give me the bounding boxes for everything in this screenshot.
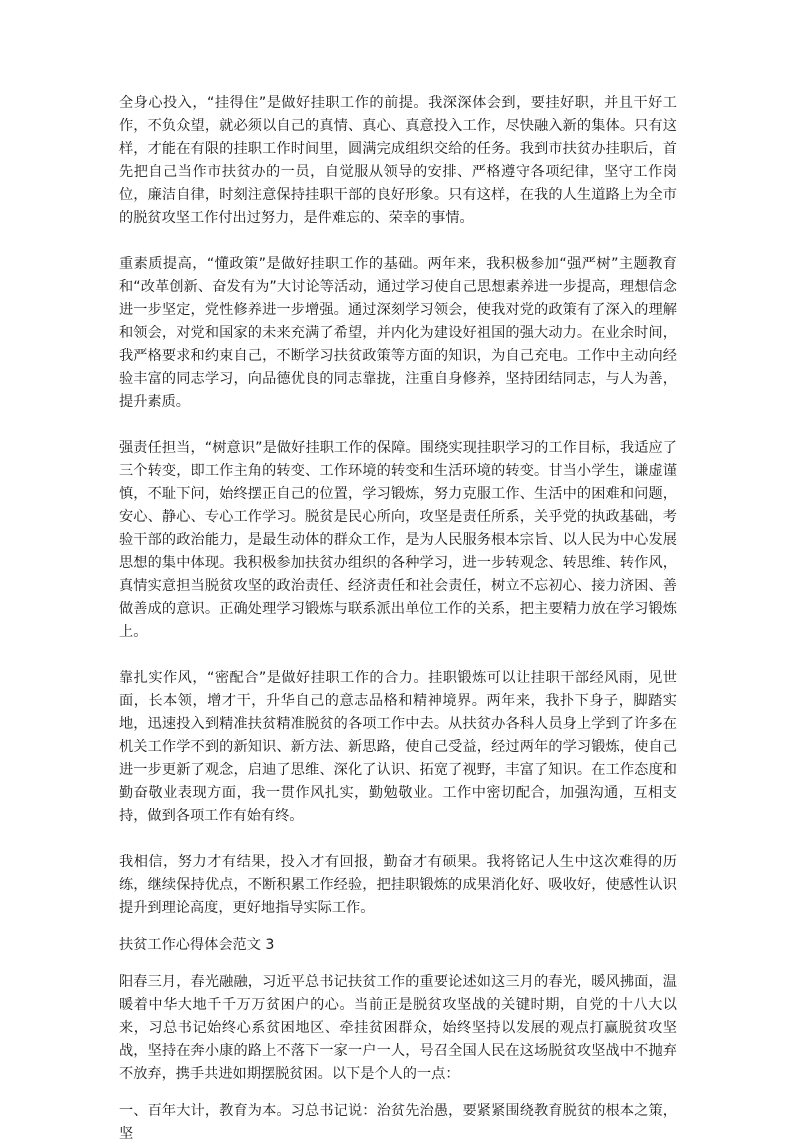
body-paragraph: 靠扎实作风，“密配合”是做好挂职工作的合力。挂职锻炼可以让挂职干部经风雨，见世面，长本领，增才干，升华自己的意志品格和精神境界。两年来，我扑下身子，脚踏实地，迅速投入到精准扶贫精准脱贫的各项工作中去。从扶贫办各科人员身上学到了许多在机关工作学不到的新知识、新方法、新思路，使自己受益，经过两年的学习锻炼，使自己进一步更新了观念，启迪了思维、深化了认识、拓宽了视野，丰富了知识。在工作态度和勤奋敬业表现方面，我一贯作风扎实，勤勉敬业。工作中密切配合，加强沟通，互相支持，做到各项工作有始有终。 [119, 670, 677, 824]
body-paragraph: 全身心投入，“挂得住”是做好挂职工作的前提。我深深体会到，要挂好职，并且干好工作，不负众望，就必须以自己的真情、真心、真意投入工作，尽快融入新的集体。只有这样，才能在有限的挂职工作时间里，圆满完成组织交给的任务。我到市扶贫办挂职后，首先把自己当作市扶贫办的一员，自觉服从领导的安排、严格遵守各项纪律，坚守工作岗位，廉洁自律，时刻注意保持挂职干部的良好形象。只有这样，在我的人生道路上为全市的脱贫攻坚工作付出过努力，是件难忘的、荣幸的事情。 [119, 95, 677, 226]
body-paragraph: 我相信，努力才有结果，投入才有回报，勤奋才有硕果。我将铭记人生中这次难得的历练，继续保持优点，不断积累工作经验，把挂职锻炼的成果消化好、吸收好，使感性认识提升到理论高度，更好地指导实际工作。 [119, 854, 677, 916]
body-paragraph: 重素质提高，“懂政策”是做好挂职工作的基础。两年来，我积极参加“强严树”主题教育和“改革创新、奋发有为”大讨论等活动，通过学习使自己思想素养进一步提高，理想信念进一步坚定，党性修养进一步增强。通过深刻学习领会，使我对党的政策有了深入的理解和领会，对党和国家的未来充满了希望，并内化为建设好祖国的强大动力。在业余时间，我严格要求和约束自己，不断学习扶贫政策等方面的知识，为自己充电。工作中主动向经验丰富的同志学习，向品德优良的同志靠拢，注重自身修养，坚持团结同志，与人为善，提升素质。 [119, 256, 677, 410]
body-paragraph: 一、百年大计，教育为本。习总书记说：治贫先治愚，要紧紧围绕教育脱贫的根本之策，坚 [119, 1103, 677, 1142]
document-page [119, 92, 677, 1146]
body-paragraph: 阳春三月，春光融融，习近平总书记扶贫工作的重要论述如这三月的春光，暖风拂面，温暖着中华大地千千万万贫困户的心。当前正是脱贫攻坚战的关键时期，自党的十八大以来，习总书记始终心系贫困地区、牵挂贫困群众，始终坚持以发展的观点打赢脱贫攻坚战，坚持在奔小康的路上不落下一家一户一人，号召全国人民在这场脱贫攻坚战中不抛弃不放弃，携手共进如期摆脱贫困。以下是个人的一点： [119, 974, 677, 1082]
section-heading: 扶贫工作心得体会范文 3 [119, 937, 275, 953]
body-paragraph: 强责任担当，“树意识”是做好挂职工作的保障。围绕实现挂职学习的工作目标，我适应了三个转变，即工作主角的转变、工作环境的转变和生活环境的转变。甘当小学生，谦虚谨慎，不耻下问，始终摆正自己的位置，学习锻炼，努力克服工作、生活中的困难和问题，安心、静心、专心工作学习。脱贫是民心所向，攻坚是责任所系，关乎党的执政基础，考验干部的政治能力，是最生动体的群众工作，是为人民服务根本宗旨、以人民为中心发展思想的集中体现。我积极参加扶贫办组织的各种学习，进一步转观念、转思维、转作风，真情实意担当脱贫攻坚的政治责任、经济责任和社会责任，树立不忘初心、接力济困、善做善成的意识。正确处理学习锻炼与联系派出单位工作的关系，把主要精力放在学习锻炼上。 [119, 440, 677, 640]
